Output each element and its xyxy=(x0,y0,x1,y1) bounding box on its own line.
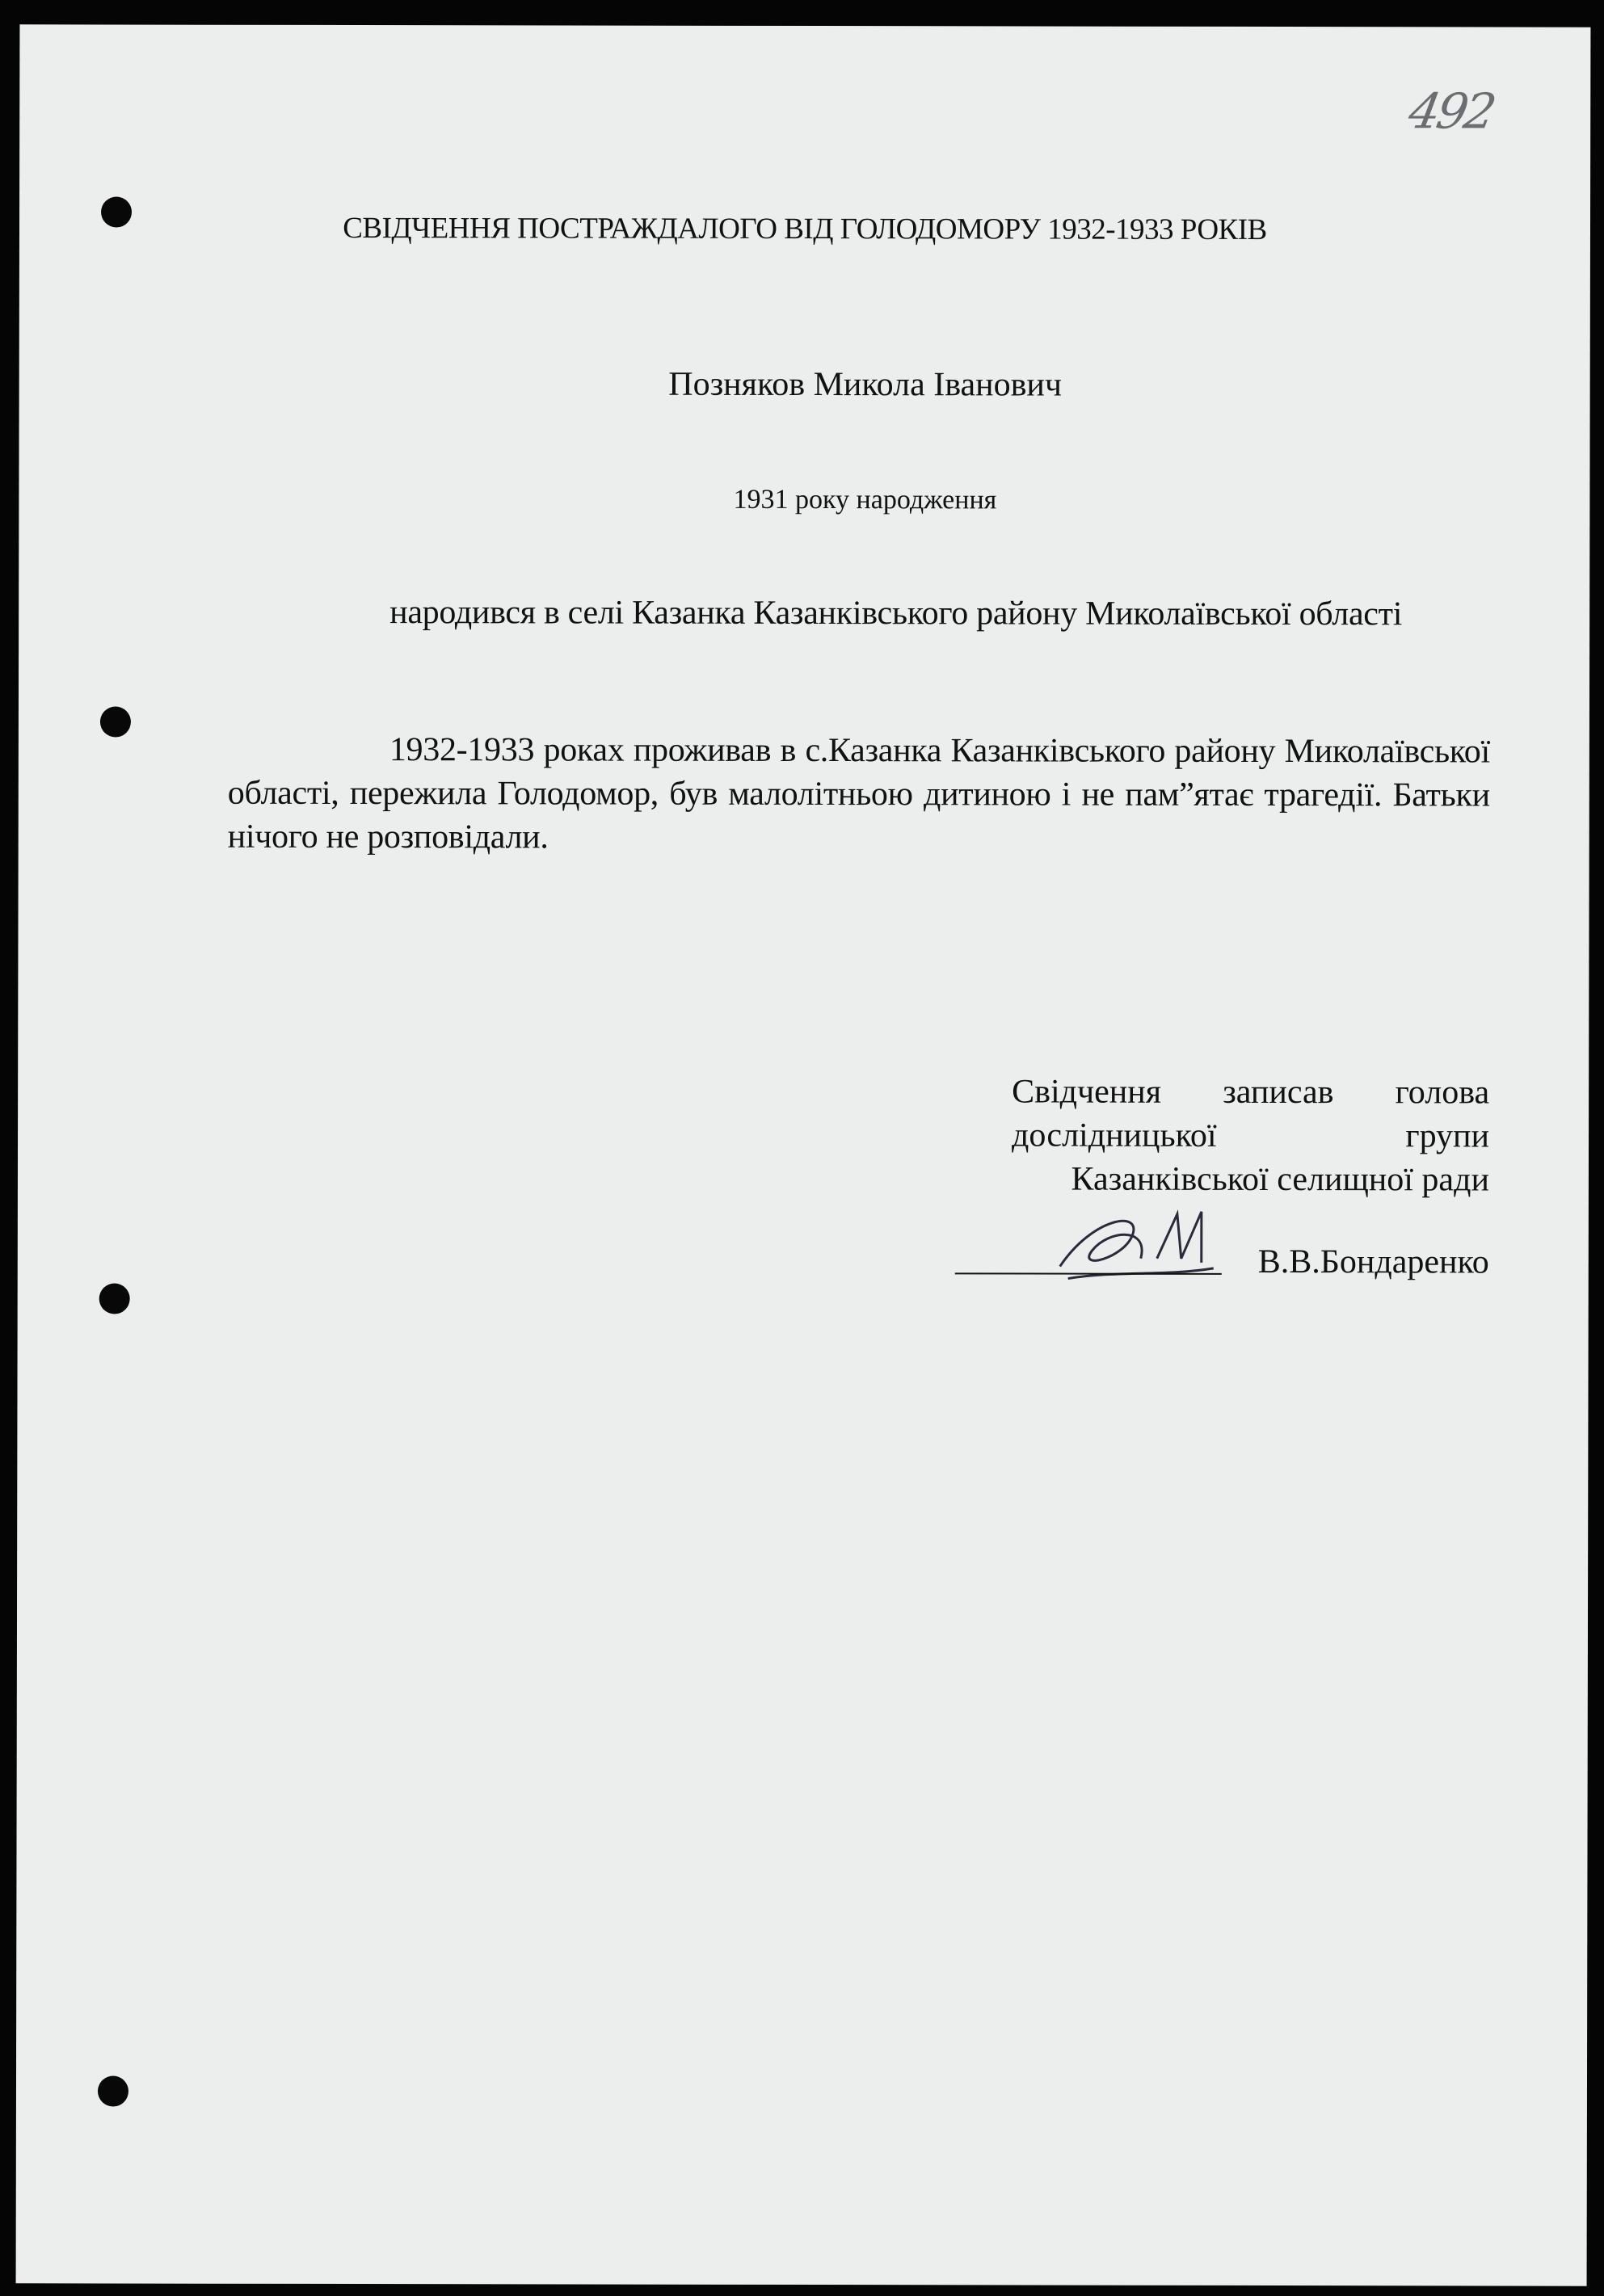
witness-name: Позняков Микола Іванович xyxy=(668,365,1063,404)
document-title: СВІДЧЕННЯ ПОСТРАЖДАЛОГО ВІД ГОЛОДОМОРУ 1932-1933 РОКІВ xyxy=(343,212,1267,246)
birthplace-paragraph xyxy=(228,591,1490,637)
signature-line xyxy=(955,1242,1489,1281)
testimony-text: 1932-1933 роках проживав в с.Казанка Казанківського району Миколаївської області, пережила Голодомор, був малолітньою дитиною і не пам”ятає трагедії. Батьки нічого не розповідали. xyxy=(227,731,1490,856)
document-page xyxy=(16,24,1591,2285)
recorder-block xyxy=(1012,1070,1489,1201)
recorder-title: Свідчення записав голова дослідницької групи xyxy=(1012,1073,1490,1155)
signature-rule xyxy=(955,1272,1222,1275)
recorder-organization: Казанківської селищної ради xyxy=(1071,1160,1489,1199)
recorder-name: В.В.Бондаренко xyxy=(1257,1243,1489,1281)
punch-hole xyxy=(98,2075,128,2106)
page-number-handwritten: 492 xyxy=(1404,83,1498,141)
punch-hole xyxy=(99,1283,130,1314)
birth-year: 1931 року народження xyxy=(733,484,997,515)
testimony-paragraph xyxy=(228,728,1490,861)
birthplace-text: народився в селі Казанка Казанківського району Миколаївської області xyxy=(389,594,1403,633)
punch-hole xyxy=(100,706,131,737)
